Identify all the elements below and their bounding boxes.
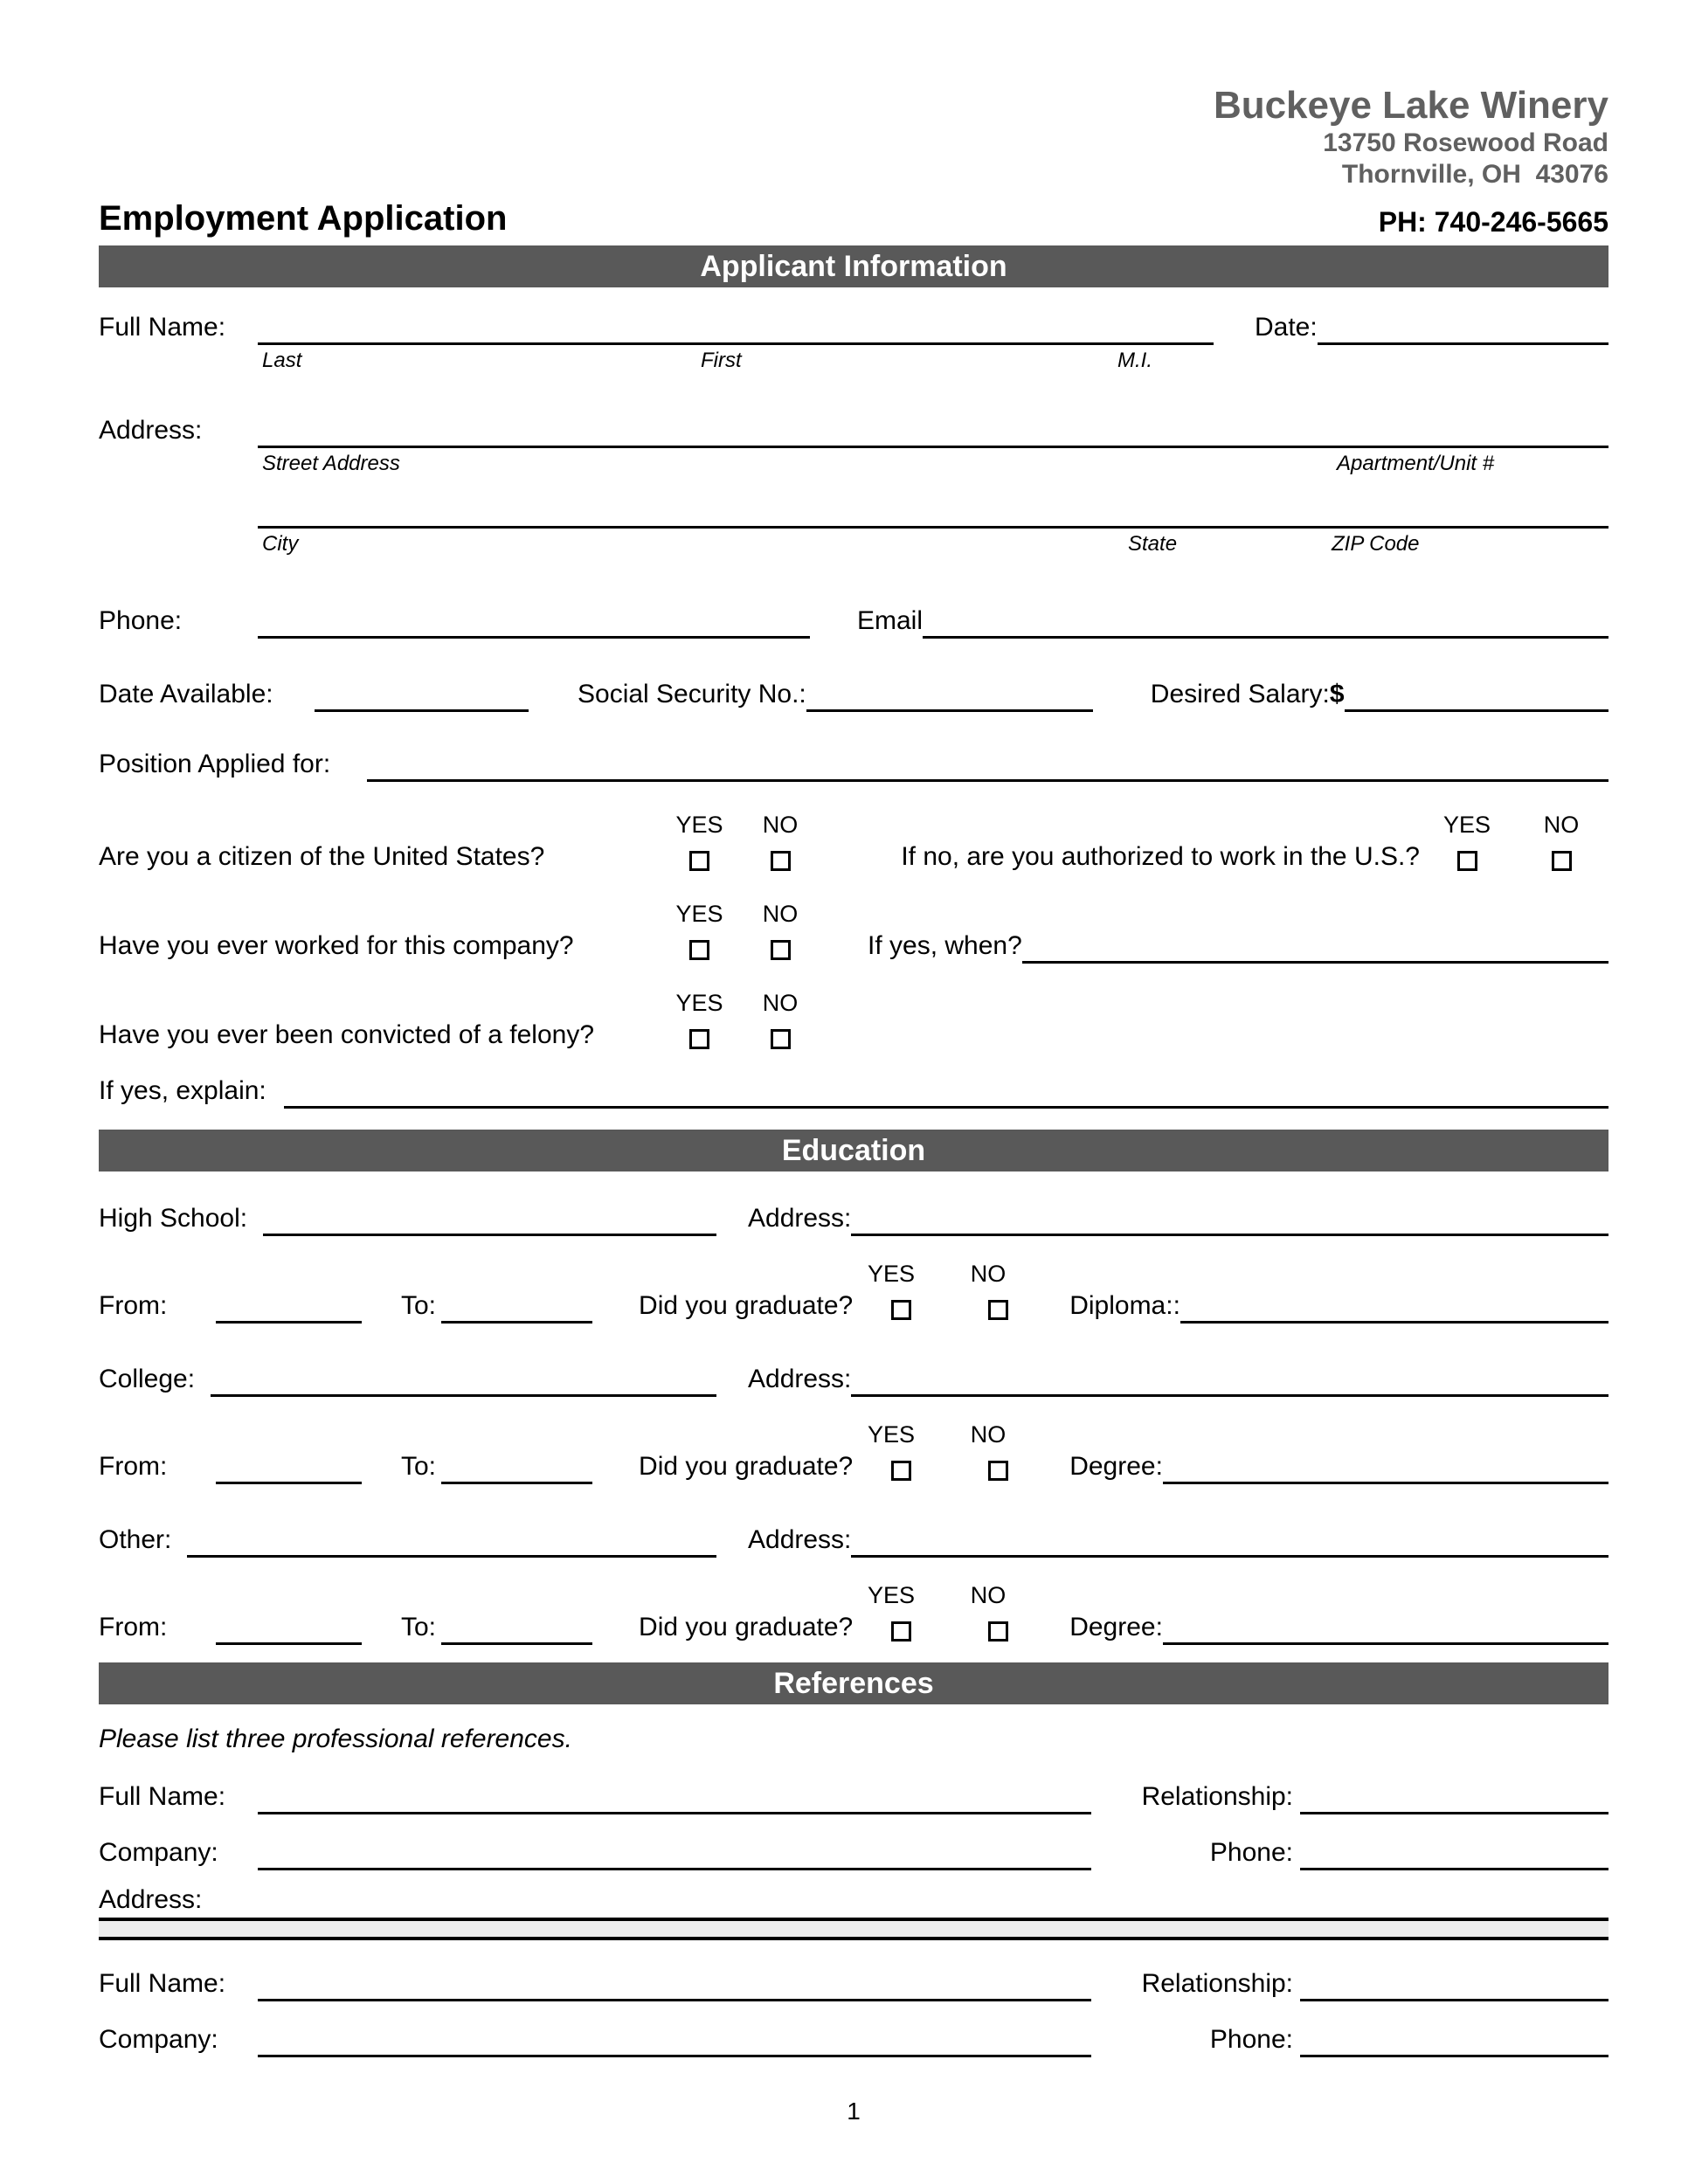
college-graduate-yes-checkbox[interactable] <box>891 1461 911 1481</box>
form-title: Employment Application <box>99 199 508 238</box>
zip-code-sublabel: ZIP Code <box>1332 532 1420 556</box>
ref1-relationship-input[interactable] <box>1300 1806 1608 1814</box>
street-address-input[interactable] <box>258 439 1608 448</box>
ref2-full-name-input[interactable] <box>258 1993 1091 2001</box>
section-header-references: References <box>99 1662 1608 1704</box>
if-yes-explain-input[interactable] <box>284 1100 1608 1109</box>
citizen-yes-checkbox[interactable] <box>689 851 709 871</box>
ref1-full-name-label: Full Name: <box>99 1782 226 1811</box>
authorized-question: If no, are you authorized to work in the U.S.? <box>901 842 1420 871</box>
section-header-applicant-information: Applicant Information <box>99 245 1608 287</box>
authorized-no-checkbox[interactable] <box>1552 851 1572 871</box>
authorized-yes-header: YES <box>1442 812 1491 838</box>
hs-diploma-input[interactable] <box>1180 1315 1608 1324</box>
high-school-input[interactable] <box>263 1227 716 1236</box>
felony-no-checkbox[interactable] <box>771 1029 791 1049</box>
felony-question: Have you ever been convicted of a felony? <box>99 1020 595 1049</box>
high-school-label: High School: <box>99 1204 248 1233</box>
ref2-company-label: Company: <box>99 2025 218 2054</box>
college-address-label: Address: <box>748 1365 852 1393</box>
worked-yes-header: YES <box>675 901 723 927</box>
street-address-sublabel: Street Address <box>262 452 400 475</box>
ref1-phone-label: Phone: <box>1209 1838 1293 1867</box>
date-available-label: Date Available: <box>99 680 273 708</box>
phone-label: Phone: <box>99 606 183 635</box>
ref1-address-input-line2[interactable] <box>99 1921 1608 1940</box>
email-label: Email <box>857 606 924 635</box>
if-yes-when-input[interactable] <box>1022 955 1608 964</box>
date-label: Date: <box>1255 313 1318 342</box>
hs-to-label: To: <box>401 1291 437 1320</box>
authorized-yes-checkbox[interactable] <box>1457 851 1477 871</box>
other-degree-input[interactable] <box>1163 1636 1608 1645</box>
college-graduate-no-checkbox[interactable] <box>988 1461 1008 1481</box>
citizen-question: Are you a citizen of the United States? <box>99 842 545 871</box>
city-sublabel: City <box>262 532 299 556</box>
phone-input[interactable] <box>258 630 810 639</box>
apartment-unit-sublabel: Apartment/Unit # <box>1337 452 1495 475</box>
worked-yes-checkbox[interactable] <box>689 940 709 960</box>
ref1-company-label: Company: <box>99 1838 218 1867</box>
company-name: Buckeye Lake Winery <box>1213 84 1608 127</box>
college-label: College: <box>99 1365 196 1393</box>
section-header-education: Education <box>99 1130 1608 1171</box>
hs-graduate-question: Did you graduate? <box>639 1291 854 1320</box>
desired-salary-label: Desired Salary: <box>1150 680 1330 708</box>
date-available-input[interactable] <box>315 703 529 712</box>
if-yes-when-label: If yes, when? <box>868 931 1022 960</box>
other-graduate-yes-checkbox[interactable] <box>891 1621 911 1641</box>
felony-yes-checkbox[interactable] <box>689 1029 709 1049</box>
authorized-no-header: NO <box>1543 812 1580 838</box>
full-name-label: Full Name: <box>99 313 226 342</box>
page-number: 1 <box>847 2098 861 2125</box>
citizen-no-checkbox[interactable] <box>771 851 791 871</box>
worked-no-header: NO <box>762 901 799 927</box>
hs-graduate-no-checkbox[interactable] <box>988 1300 1008 1320</box>
desired-salary-input[interactable] <box>1345 703 1608 712</box>
ref2-phone-input[interactable] <box>1300 2049 1608 2057</box>
felony-yes-header: YES <box>675 990 723 1016</box>
email-input[interactable] <box>923 630 1608 639</box>
college-graduate-question: Did you graduate? <box>639 1452 854 1481</box>
ref2-full-name-label: Full Name: <box>99 1969 226 1998</box>
ssn-input[interactable] <box>806 703 1093 712</box>
other-address-label: Address: <box>748 1525 852 1554</box>
citizen-yes-header: YES <box>675 812 723 838</box>
high-school-address-label: Address: <box>748 1204 852 1233</box>
hs-graduate-yes-header: YES <box>867 1261 916 1287</box>
worked-no-checkbox[interactable] <box>771 940 791 960</box>
college-degree-label: Degree: <box>1069 1452 1163 1481</box>
first-name-sublabel: First <box>701 349 742 372</box>
ref1-relationship-label: Relationship: <box>1141 1782 1293 1811</box>
other-graduate-no-header: NO <box>970 1582 1007 1608</box>
ref2-relationship-label: Relationship: <box>1141 1969 1293 1998</box>
other-to-label: To: <box>401 1613 437 1641</box>
hs-graduate-no-header: NO <box>970 1261 1007 1287</box>
ssn-label: Social Security No.: <box>578 680 806 708</box>
other-from-input[interactable] <box>216 1636 362 1645</box>
college-address-input[interactable] <box>851 1388 1608 1397</box>
position-applied-label: Position Applied for: <box>99 750 331 778</box>
other-school-input[interactable] <box>187 1549 716 1558</box>
position-applied-input[interactable] <box>367 773 1608 782</box>
references-note: Please list three professional references. <box>99 1724 572 1753</box>
citizen-no-header: NO <box>762 812 799 838</box>
college-degree-input[interactable] <box>1163 1476 1608 1484</box>
hs-diploma-label: Diploma:: <box>1069 1291 1180 1320</box>
state-sublabel: State <box>1128 532 1178 556</box>
other-graduate-no-checkbox[interactable] <box>988 1621 1008 1641</box>
college-graduate-yes-header: YES <box>867 1421 916 1448</box>
ref1-address-label: Address: <box>99 1885 203 1914</box>
other-graduate-question: Did you graduate? <box>639 1613 854 1641</box>
other-graduate-yes-header: YES <box>867 1582 916 1608</box>
hs-from-label: From: <box>99 1291 168 1320</box>
ref1-full-name-input[interactable] <box>258 1806 1091 1814</box>
salary-currency-symbol: $ <box>1329 680 1345 708</box>
company-street: 13750 Rosewood Road <box>1323 128 1608 157</box>
other-from-label: From: <box>99 1613 168 1641</box>
middle-initial-sublabel: M.I. <box>1117 349 1152 372</box>
college-from-label: From: <box>99 1452 168 1481</box>
company-phone: PH: 740-246-5665 <box>1378 206 1608 238</box>
felony-no-header: NO <box>762 990 799 1016</box>
ref2-phone-label: Phone: <box>1209 2025 1293 2054</box>
high-school-address-input[interactable] <box>851 1227 1608 1236</box>
other-address-input[interactable] <box>851 1549 1608 1558</box>
city-state-zip-input[interactable] <box>258 520 1608 529</box>
if-yes-explain-label: If yes, explain: <box>99 1076 266 1105</box>
ref2-relationship-input[interactable] <box>1300 1993 1608 2001</box>
hs-graduate-yes-checkbox[interactable] <box>891 1300 911 1320</box>
date-input[interactable] <box>1318 336 1608 345</box>
college-to-label: To: <box>401 1452 437 1481</box>
other-degree-label: Degree: <box>1069 1613 1163 1641</box>
company-city-state-zip: Thornville, OH 43076 <box>1341 160 1608 189</box>
other-school-label: Other: <box>99 1525 172 1554</box>
address-label: Address: <box>99 416 203 445</box>
college-to-input[interactable] <box>441 1476 592 1484</box>
ref2-company-input[interactable] <box>258 2049 1091 2057</box>
hs-to-input[interactable] <box>441 1315 592 1324</box>
ref1-company-input[interactable] <box>258 1862 1091 1870</box>
college-graduate-no-header: NO <box>970 1421 1007 1448</box>
last-name-sublabel: Last <box>262 349 302 372</box>
full-name-input[interactable] <box>258 336 1214 345</box>
letterhead <box>99 0 1608 190</box>
other-to-input[interactable] <box>441 1636 592 1645</box>
ref1-phone-input[interactable] <box>1300 1862 1608 1870</box>
worked-question: Have you ever worked for this company? <box>99 931 574 960</box>
college-input[interactable] <box>211 1388 716 1397</box>
college-from-input[interactable] <box>216 1476 362 1484</box>
hs-from-input[interactable] <box>216 1315 362 1324</box>
